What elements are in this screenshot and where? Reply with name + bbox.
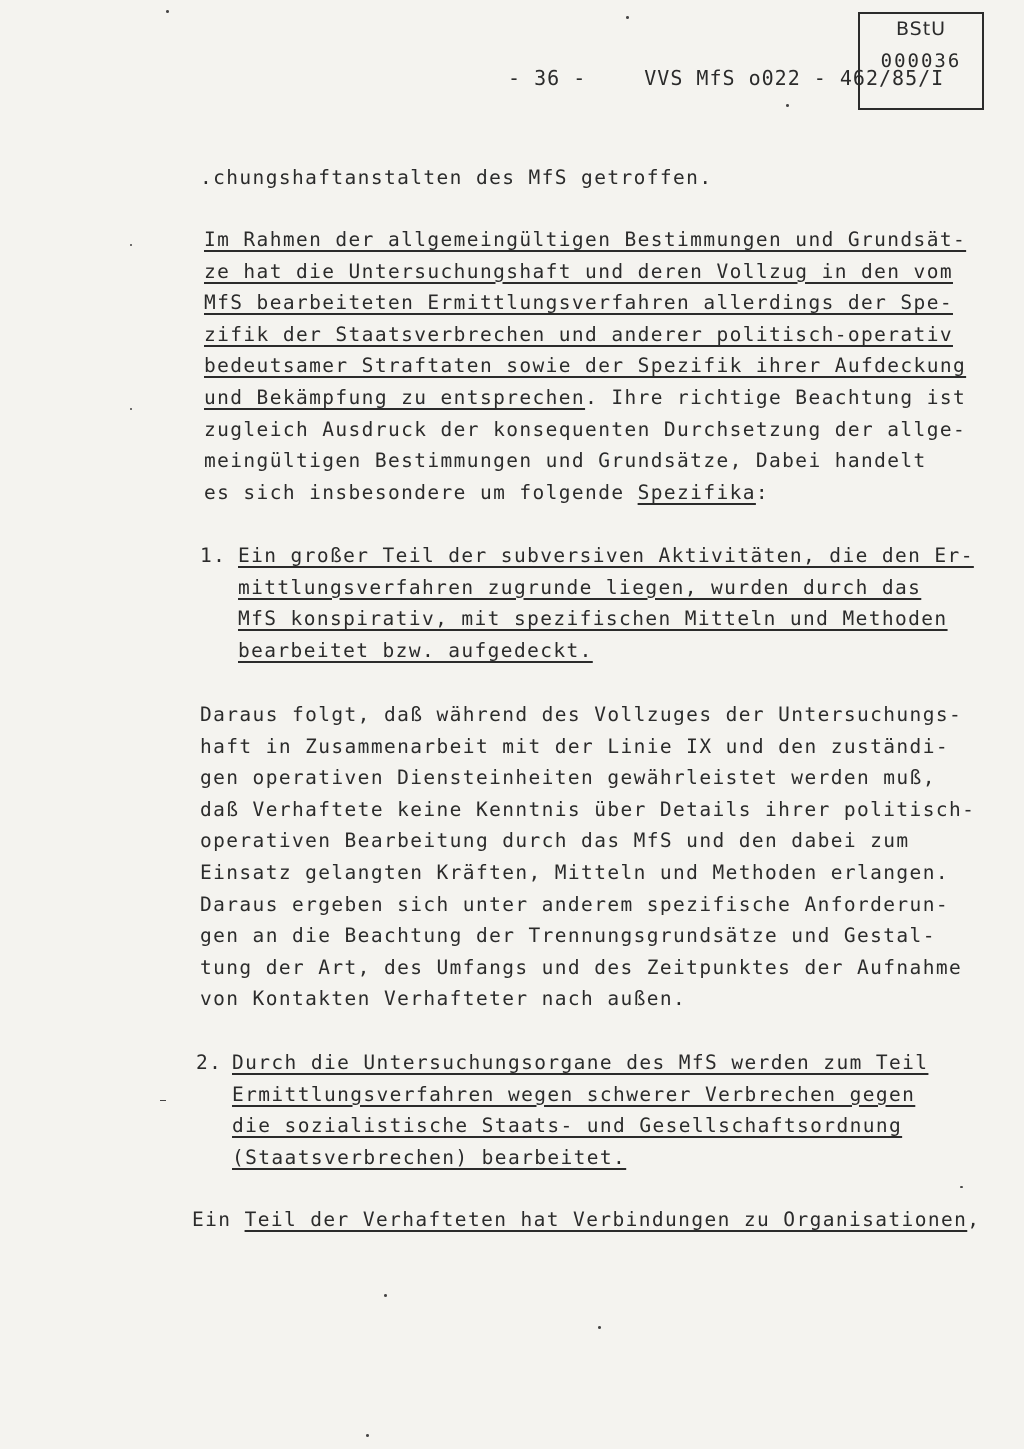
intro-line: .chungshaftanstalten des MfS getroffen. [200,166,713,189]
text-line: mittlungsverfahren zugrunde liegen, wurden durch das [238,575,922,599]
text-line: Im Rahmen der allgemeingültigen Bestimmungen und Grundsät- [204,228,967,251]
paragraph-1 [204,224,966,508]
text-line: haft in Zusammenarbeit mit der Linie IX und den zuständi- [200,734,949,758]
text-line: bearbeitet bzw. aufgedeckt. [238,638,593,662]
page-number: - 36 - [508,66,587,90]
document-reference: VVS MfS o022 - 462/85/I [644,66,945,90]
scan-speck [626,16,629,19]
scan-speck [786,104,789,107]
final-line: Ein Teil der Verhafteten hat Verbindungen zu Organisationen, [192,1208,981,1231]
text-line: Durch die Untersuchungsorgane des MfS werden zum Teil [232,1051,929,1074]
text-line: tung der Art, des Umfangs und des Zeitpunktes der Aufnahme [200,955,963,979]
scan-speck [166,10,169,13]
list-marker: 1. [200,544,227,567]
text-line: MfS konspirativ, mit spezifischen Mitteln und Methoden [238,607,948,631]
text-line: ze hat die Untersuchungshaft und deren Vollzug in den vom [204,259,953,283]
scan-speck [160,1100,166,1101]
stamp-label: BStU [895,18,947,40]
text-line: und Bekämpfung zu entsprechen. Ihre richtige Beachtung ist [204,385,967,409]
text-line: zugleich Ausdruck der konsequenten Durchsetzung der allge- [204,417,967,441]
scan-speck [130,408,132,410]
text-line: (Staatsverbrechen) bearbeitet. [232,1145,627,1169]
scan-speck [130,244,132,246]
text-line: Ein großer Teil der subversiven Aktivitäten, die den Er- [238,544,974,567]
text-line: die sozialistische Staats- und Gesellschaftsordnung [232,1114,903,1138]
scan-speck [366,1434,369,1437]
list-marker: 2. [196,1051,223,1074]
text-line: bedeutsamer Straftaten sowie der Spezifik ihrer Aufdeckung [204,354,967,378]
scan-speck [384,1294,387,1297]
text-line: MfS bearbeiteten Ermittlungsverfahren allerdings der Spe- [204,291,953,315]
text-line: zifik der Staatsverbrechen und anderer politisch-operativ [204,322,953,346]
scan-speck [598,1326,601,1329]
text-line: es sich insbesondere um folgende Spezifika: [204,480,770,504]
text-line: operativen Bearbeitung durch das MfS und den dabei zum [200,829,910,853]
text-line: meingültigen Bestimmungen und Grundsätze, Dabei handelt [204,449,927,473]
text-line: von Kontakten Verhafteter nach außen. [200,987,687,1011]
stamp-number: 000036 [880,50,962,72]
archive-stamp [858,12,984,110]
text-line: Daraus ergeben sich unter anderem spezifische Anforderun- [200,892,949,916]
text-line: daß Verhaftete keine Kenntnis über Details ihrer politisch- [200,797,976,821]
text-line: gen operativen Diensteinheiten gewährleistet werden muß, [200,766,936,790]
scan-speck [960,1186,963,1188]
text-line: Einsatz gelangten Kräften, Mitteln und Methoden erlangen. [200,860,949,884]
text-line: gen an die Beachtung der Trennungsgrundsätze und Gestal- [200,924,936,948]
text-line: Daraus folgt, daß während des Vollzuges der Untersuchungs- [200,703,963,726]
text-line: Ermittlungsverfahren wegen schwerer Verbrechen gegen [232,1082,916,1106]
paragraph-2 [200,699,975,1015]
